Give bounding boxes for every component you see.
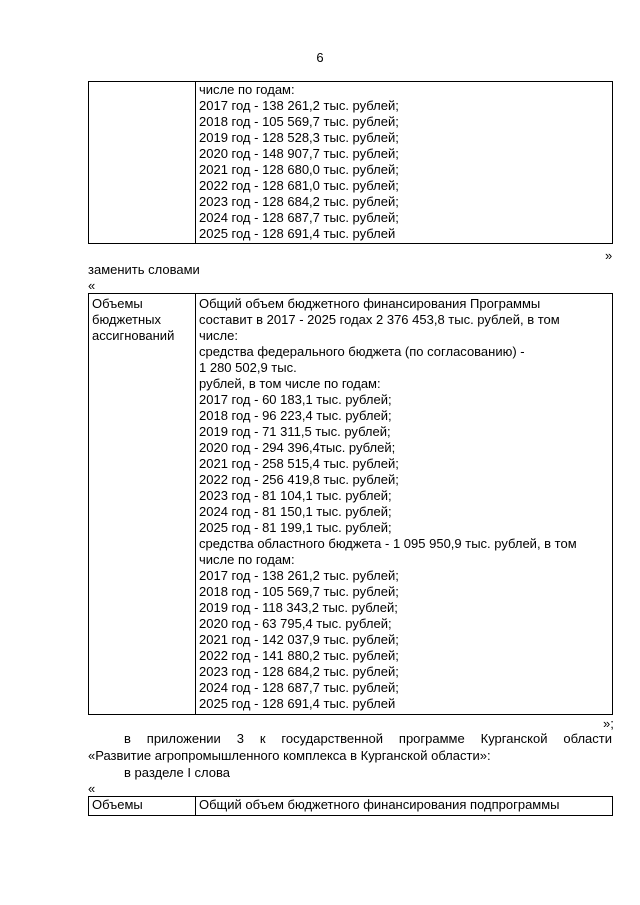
text-line: 2017 год - 138 261,2 тыс. рублей; [199,568,399,583]
text-line: 2024 год - 128 687,7 тыс. рублей; [199,210,399,225]
text-line: 2022 год - 128 681,0 тыс. рублей; [199,178,399,193]
text-line: 2018 год - 105 569,7 тыс. рублей; [199,584,399,599]
appendix-paragraph-line1: в приложении 3 к государственной программе Курганской области [124,731,612,746]
funding-table-new [88,293,613,715]
text-line: 2021 год - 128 680,0 тыс. рублей; [199,162,399,177]
table-text-cell [196,82,613,244]
table-label-cell: Объемы [89,797,196,816]
text-line: 2017 год - 60 183,1 тыс. рублей; [199,392,392,407]
label-line: ассигнований [92,328,175,343]
text-line: 2018 год - 96 223,4 тыс. рублей; [199,408,392,423]
text-line: 2022 год - 141 880,2 тыс. рублей; [199,648,399,663]
text-line: числе: [199,328,238,343]
text-line: 2022 год - 256 419,8 тыс. рублей; [199,472,399,487]
text-line: Общий объем бюджетного финансирования Программы [199,296,541,311]
text-line: 2019 год - 118 343,2 тыс. рублей; [199,600,398,615]
table-text-cell [196,294,613,715]
text-line: рублей, в том числе по годам: [199,376,381,391]
text-line: 2023 год - 128 684,2 тыс. рублей; [199,194,399,209]
text-line: 1 280 502,9 тыс. [199,360,297,375]
appendix-paragraph-line2: «Развитие агропромышленного комплекса в Курганской области»: [88,748,491,763]
closing-quote: » [605,248,613,263]
text-line: составит в 2017 - 2025 годах 2 376 453,8 тыс. рублей, в том [199,312,560,327]
opening-quote: « [88,781,96,796]
text-line: 2024 год - 81 150,1 тыс. рублей; [199,504,392,519]
label-line: Объемы [92,296,143,311]
budget-allocations-label [92,296,192,344]
text-line: 2021 год - 142 037,9 тыс. рублей; [199,632,399,647]
closing-quote-semicolon: »; [603,716,614,731]
yearly-amounts-list [199,82,609,242]
text-line: 2023 год - 128 684,2 тыс. рублей; [199,664,399,679]
text-line: 2025 год - 128 691,4 тыс. рублей [199,226,396,241]
text-line: 2019 год - 71 311,5 тыс. рублей; [199,424,391,439]
text-line: числе по годам: [199,82,295,97]
funding-details-list [199,296,609,712]
text-line: 2021 год - 258 515,4 тыс. рублей; [199,456,399,471]
text-line: числе по годам: [199,552,295,567]
text-line: 2020 год - 294 396,4тыс. рублей; [199,440,396,455]
section-words-text: в разделе I слова [124,765,230,780]
label-line: бюджетных [92,312,161,327]
text-line: 2025 год - 128 691,4 тыс. рублей [199,696,396,711]
funding-table-continued [88,81,613,244]
text-line: 2017 год - 138 261,2 тыс. рублей; [199,98,399,113]
text-line: 2019 год - 128 528,3 тыс. рублей; [199,130,399,145]
text-line: средства областного бюджета - 1 095 950,9 тыс. рублей, в том [199,536,577,551]
text-line: 2024 год - 128 687,7 тыс. рублей; [199,680,399,695]
table-text-cell: Общий объем бюджетного финансирования подпрограммы [196,797,613,816]
opening-quote: « [88,278,96,293]
replace-words-text: заменить словами [88,262,200,277]
text-line: 2020 год - 148 907,7 тыс. рублей; [199,146,399,161]
text-line: 2018 год - 105 569,7 тыс. рублей; [199,114,399,129]
text-line: 2020 год - 63 795,4 тыс. рублей; [199,616,392,631]
table-label-cell-empty [89,82,196,244]
page-number: 6 [316,50,324,65]
subprogram-funding-table [88,796,613,816]
text-line: 2023 год - 81 104,1 тыс. рублей; [199,488,392,503]
table-label-cell [89,294,196,715]
text-line: 2025 год - 81 199,1 тыс. рублей; [199,520,392,535]
text-line: средства федерального бюджета (по согласованию) - [199,344,525,359]
